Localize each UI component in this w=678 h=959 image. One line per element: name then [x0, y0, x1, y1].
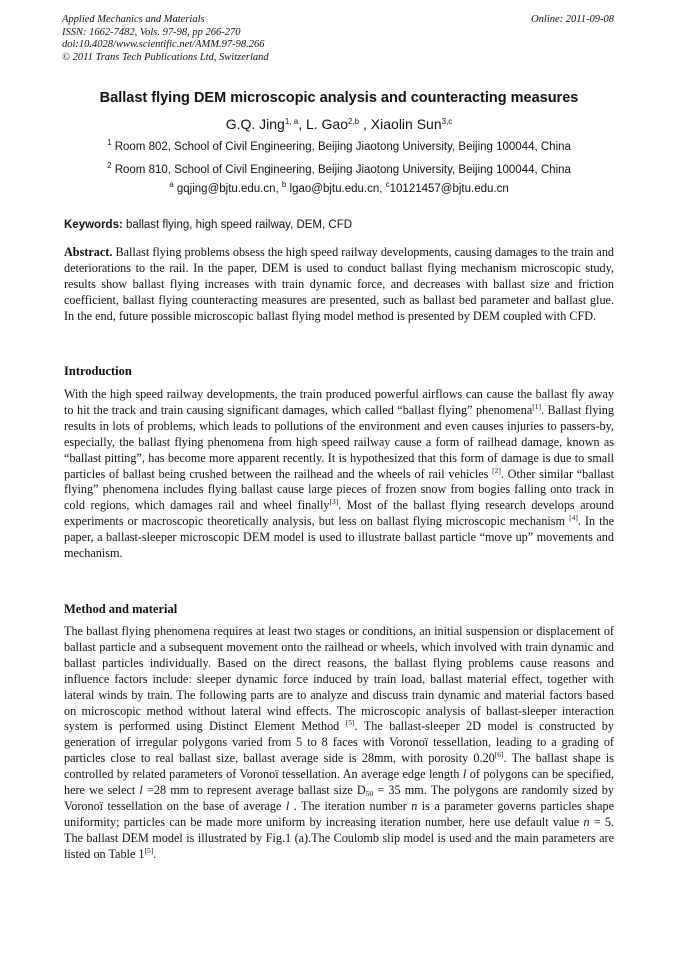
body-text: =28 mm to represent average ballast size D — [142, 783, 366, 798]
citation-ref[interactable]: [5] — [345, 718, 355, 728]
subscript: 50 — [365, 789, 374, 799]
email-line — [0, 180, 678, 195]
journal-issn: ISSN: 1662-7482, Vols. 97-98, pp 266-270 — [62, 26, 241, 38]
journal-header — [62, 14, 269, 64]
author-sup: 1, a — [284, 117, 299, 126]
body-text: = 35 mm. The polygons are randomly sized by Voronoï tessellation on the base of average — [64, 783, 614, 813]
author-separator: , — [298, 116, 306, 132]
body-text: With the high speed railway developments, the train produced powerful airflows can cause the ballast fly away to hit the track and train causing significant damages, which called “ballast flying” phenomena — [64, 387, 614, 417]
author-sup: 2,b — [348, 117, 360, 126]
body-text: . Most of the ballast flying research develops around experiments or macroscopic theoretically analysis, but less on ballast flying microscopic mechanism — [64, 498, 614, 529]
math-var: l — [285, 798, 290, 813]
math-var: n — [411, 798, 418, 813]
body-text: . The ballast-sleeper 2D model is constructed by generation of irregular polygons varied from 5 to 8 faces with Voronoï tessellation, leading to a grading of particles close to real ballast size, ballast average side is 28mm, with porosity 0.20 — [64, 719, 614, 766]
citation-ref[interactable]: [6] — [494, 750, 504, 760]
body-text: . Other similar “ballast flying” phenomena includes flying ballast cause large pieces of frozen snow from bogies falling onto track in cold regions, which damages rail and wheel finally — [64, 466, 614, 513]
affiliation-text: Room 802, School of Civil Engineering, Beijing Jiaotong University, Beijing 100044, China — [111, 141, 571, 153]
author-line — [0, 116, 678, 132]
online-date: Online: 2011-09-08 — [531, 14, 614, 25]
email-link[interactable]: gqjing@bjtu.edu.cn, — [173, 183, 282, 195]
keywords-label: Keywords: — [64, 219, 123, 231]
author-sup: 3,c — [441, 117, 453, 126]
body-text: . The ballast shape is controlled by related parameters of Voronoï tessellation. An average edge length — [64, 751, 614, 782]
email-link[interactable]: lgao@bjtu.edu.cn, — [286, 183, 386, 195]
affiliation-text: Room 810, School of Civil Engineering, Beijing Jiaotong University, Beijing 100044, China — [111, 164, 571, 176]
body-text: . Ballast flying results in lots of problems, which leads to pollutions of the environment and even causes injuries to passers-by, especially, the ballast flying phenomena from high speed railway cause a form of railhead damage, known as “ballast pitting”, has become more apparent recently. It is hypothesized that this form of damage is due to small particles of ballast being crushed between the railhead and the wheels of rail vehicles — [64, 402, 614, 481]
abstract-label: Abstract. — [64, 245, 113, 259]
author-name: G.Q. Jing — [225, 116, 285, 132]
keywords-text: ballast flying, high speed railway, DEM, CFD — [122, 219, 353, 231]
citation-ref[interactable]: [1] — [532, 401, 541, 411]
abstract-text: Ballast flying problems obsess the high speed railway developments, causing damages to the train and deteriorations to the rail. In the paper, DEM is used to conduct ballast flying mechanism microscopic study, results show ballast flying increases with train dynamic force, and decreases with ballast size and friction coefficient, ballast flying counteracting measures are presented, such as ballast bed parameter and ballast glue. In the end, future possible microscopic ballast flying model method is presented by DEM coupled with CFD. — [64, 245, 615, 323]
body-text: of polygons can be specified, here we select — [64, 767, 614, 798]
body-text: . The iteration number — [289, 798, 412, 813]
affiliation-2 — [0, 161, 678, 176]
math-var: n — [583, 814, 590, 829]
email-sup: a — [169, 180, 174, 189]
section-heading-introduction: Introduction — [64, 364, 132, 378]
section-heading-method: Method and material — [64, 602, 178, 616]
body-text: The ballast flying phenomena requires at least two stages or conditions, an initial suspension or displacement of ballast particle and a subsequent movement onto the railhead or wheels, which involved with train dynamic and ballast particles individually. Based on the direct reasons, the ballast flying problems cause reasons and influence factors include: sleeper dynamic force induced by train load, ballast material effect, together with lateral winds by train. The following parts are to analyze and discuss train dynamic and material factors based on microscopic method without lateral wind effects. The microscopic analysis of ballast-sleeper interaction system is performed using Distinct Element Method — [64, 624, 614, 734]
math-var: l — [462, 767, 467, 782]
citation-ref[interactable]: [2] — [492, 465, 501, 475]
introduction-paragraph — [64, 387, 614, 562]
body-text: is a parameter governs particles shape uniformity; particles can be made more uniform by increasing iteration number, here use default value — [64, 798, 614, 829]
body-text: = 5. The ballast DEM model is illustrated by Fig.1 (a).The Coulomb slip model is used and the main parameters are listed on Table 1 — [64, 814, 614, 861]
author-name: Xiaolin Sun — [370, 116, 442, 132]
email-sup: c — [385, 180, 390, 189]
citation-ref[interactable]: [3] — [329, 497, 339, 507]
email-sup: b — [281, 180, 287, 189]
journal-name: Applied Mechanics and Materials — [62, 14, 205, 25]
method-paragraph — [64, 624, 614, 863]
math-var: l — [139, 783, 143, 798]
paper-title: Ballast flying DEM microscopic analysis and counteracting measures — [99, 90, 579, 106]
affiliation-sup: 1 — [107, 138, 112, 147]
body-text: . In the paper, a ballast-sleeper microscopic DEM model is used to illustrate ballast particle “move up” movements and mechanism. — [64, 514, 615, 561]
keywords — [64, 219, 352, 231]
citation-ref[interactable]: [4] — [569, 513, 578, 523]
email-link[interactable]: 10121457@bjtu.edu.cn — [389, 183, 509, 195]
citation-ref[interactable]: [5] — [144, 845, 154, 855]
affiliation-1 — [0, 138, 678, 153]
affiliation-sup: 2 — [107, 161, 112, 170]
author-separator: , — [359, 116, 371, 132]
author-name: L. Gao — [305, 116, 348, 132]
journal-copyright: © 2011 Trans Tech Publications Ltd, Switzerland — [62, 51, 269, 63]
journal-doi: doi:10.4028/www.scientific.net/AMM.97-98.266 — [62, 39, 265, 50]
abstract-paragraph — [64, 245, 614, 325]
body-text: . — [153, 846, 157, 861]
